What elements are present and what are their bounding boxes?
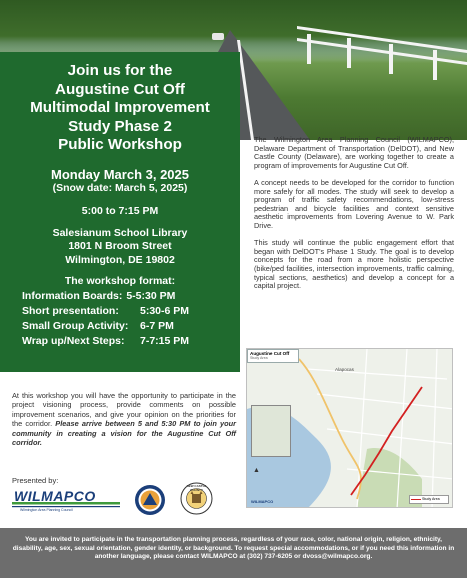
format-row: [22, 289, 232, 304]
description-paragraph-1: The Wilmington Area Planning Council (WILMAPCO), Delaware Department of Transportation (DelDOT), and New Castle County (Delaware), are working together to create a program of improvements for Augustine Cut Off.: [254, 135, 454, 170]
ncc-seal-text: NEW CASTLE COUNTY: [186, 484, 207, 492]
location-line-2: 1801 N Broom Street: [68, 240, 172, 253]
event-time: 5:00 to 7:15 PM: [81, 204, 159, 217]
workshop-intro: At this workshop you will have the opportunity to participate in the project visioning process, provide comments on possible improvement scenarios, and give your opinion on the priorities for the corridor.: [12, 391, 236, 429]
photo-car: [212, 33, 224, 40]
deldot-logo-graphic: [134, 484, 166, 516]
study-description: [254, 136, 454, 299]
map-key-line: [411, 499, 421, 500]
title-line-3: Multimodal Improvement: [30, 99, 210, 117]
wilmapco-logo: [10, 487, 122, 513]
new-castle-county-seal: [180, 482, 213, 515]
format-row: [22, 334, 232, 349]
title-line-2: Augustine Cut Off: [55, 80, 185, 98]
format-heading: The workshop format:: [64, 275, 176, 288]
event-location: [8, 227, 232, 268]
map-town-label: Alapocas: [335, 367, 354, 372]
format-row: [22, 304, 232, 319]
format-time: 5-5:30 PM: [126, 290, 176, 303]
map-inset: [251, 405, 291, 457]
event-date: Monday March 3, 2025: [51, 166, 189, 182]
map-subtitle: Study Area: [250, 356, 268, 360]
format-time: 5:30-6 PM: [140, 305, 190, 318]
study-area-map: [246, 348, 453, 508]
deldot-logo: [134, 484, 166, 516]
title-line-4: Study Phase 2: [68, 117, 172, 135]
snow-date: (Snow date: March 5, 2025): [52, 181, 188, 194]
map-title-box: [247, 349, 299, 363]
format-label: Small Group Activity:: [22, 320, 129, 333]
event-title: [8, 62, 232, 155]
format-list: [8, 289, 232, 349]
event-panel: [0, 52, 240, 372]
map-title: Augustine Cut Off: [250, 351, 290, 356]
workshop-emphasis: Please arrive between 5 and 5:30 PM to join your community in creating a vision for the Augustine Cut Off corridor.: [12, 419, 236, 448]
location-line-3: Wilmington, DE 19802: [65, 253, 175, 266]
location-line-1: Salesianum School Library: [52, 226, 188, 239]
map-key-label: Study Area: [422, 497, 440, 501]
footer-notice: You are invited to participate in the transportation planning process, regardless of your race, color, national origin, religion, ethnicity, disability, age, sex, sexual orientation, gender identity, or background. To request special accommodations, or if you need this information in another language, please contact WILMAPCO at (302) 737-6205 or dvoss@wilmapco.org.: [0, 528, 467, 578]
map-key: [409, 495, 449, 504]
format-label: Wrap up/Next Steps:: [22, 335, 125, 348]
description-paragraph-3: This study will continue the public engagement effort that began with DelDOT's Phase 1 Study. The goal is to develop concepts for the road from a more holistic perspective (bike/ped facilities, intersection improvements, traffic calming, typical sections, aesthetics) and develop a concept for a capital project.: [254, 238, 454, 291]
north-arrow-icon: ▲: [253, 467, 260, 474]
wilmapco-wordmark: WILMAPCO: [14, 488, 96, 504]
photo-fence: [297, 30, 467, 90]
title-line-1: Join us for the: [67, 62, 173, 79]
map-logo: WILMAPCO: [251, 499, 274, 504]
wilmapco-tagline: Wilmington Area Planning Council: [20, 508, 73, 512]
presented-by-label: Presented by:: [12, 476, 59, 485]
workshop-text: [12, 391, 236, 447]
format-label: Short presentation:: [22, 305, 119, 318]
title-line-5: Public Workshop: [58, 136, 182, 154]
description-paragraph-2: A concept needs to be developed for the corridor to function more safely for all modes. The study will seek to develop a program of traffic safety recommendations, low-stress pedestrian and bicycle facilities and context sensitive aesthetic improvements from Lovering Avenue to W. Park Drive.: [254, 177, 454, 230]
format-row: [22, 319, 232, 334]
format-time: 7-7:15 PM: [140, 335, 190, 348]
format-time: 6-7 PM: [140, 320, 174, 333]
format-label: Information Boards:: [22, 290, 123, 303]
